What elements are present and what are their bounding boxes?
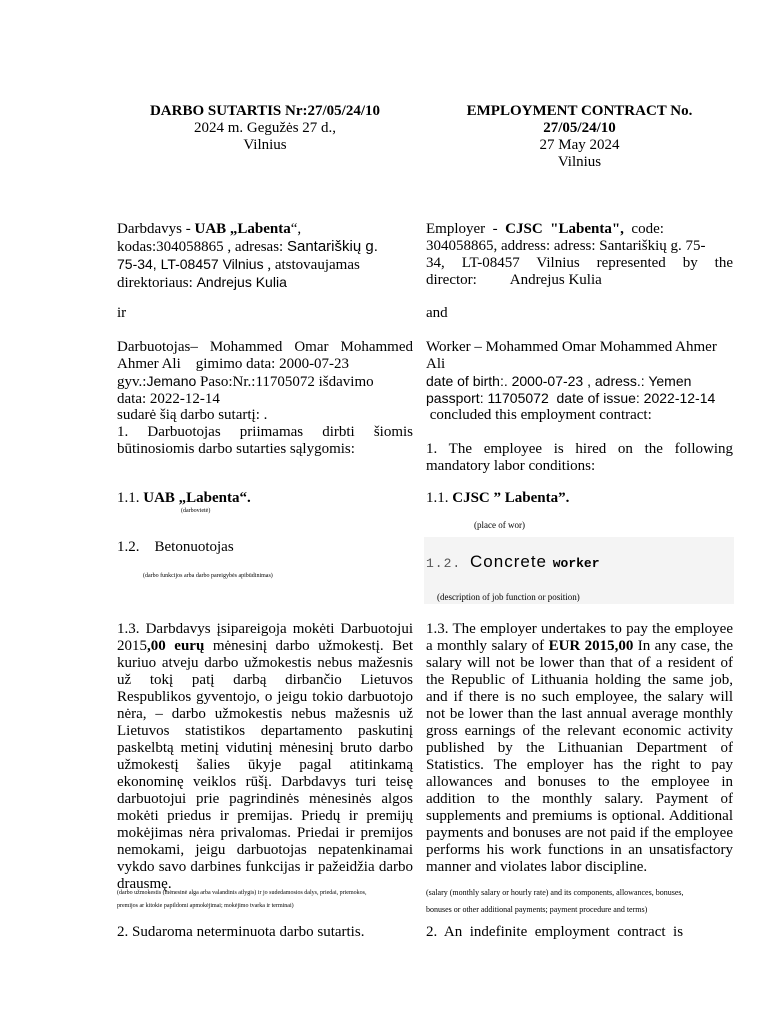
en-employer-block <box>426 221 733 289</box>
lt-item-1-3 <box>117 621 413 893</box>
en-item-1-1 <box>426 490 733 507</box>
lt-employer-name: UAB „Labenta <box>194 221 291 237</box>
lt-item-1: 1. Darbuotojas priimamas dirbti šiomis būtinosiomis darbo sutarties sąlygomis: <box>117 424 413 457</box>
lt-item-1-3-note1: (darbo užmokestis (mėnesinė alga arba valandinis atlygis) ir jo sudedamosios dalys, priedai, priemokos, <box>117 890 367 896</box>
en-item-1-2-text: Concrete <box>470 552 553 571</box>
lt-item-1-3-text-a: 1.3. Darbdavys įsipareigoja mokėti Darbuotojui 2015 <box>117 621 413 654</box>
lt-item-1-2-note: (darbo funkcijos arba darbo pareigybės apibūdinimas) <box>143 573 273 579</box>
en-item-1-3-amount: EUR 2015,00 <box>548 638 634 654</box>
en-item-1-3-note2: bonuses or other additional payments; payment procedure and terms) <box>426 905 648 914</box>
lt-employer-line1 <box>117 221 413 238</box>
en-item-1-2-num: 1.2. <box>426 556 471 571</box>
en-title-2: 27/05/24/10 <box>543 120 616 136</box>
lt-item-1-3-note2: premijos ar kitokie papildomi apmokėjimai; mokėjimo tvarka ir terminai) <box>117 903 294 909</box>
en-employer-line3: 34, LT-08457 Vilnius represented by the <box>426 255 733 271</box>
lt-worker-line2: Ahmer Ali gimimo data: 2000-07-23 <box>117 356 350 372</box>
en-item-1-1-note: (place of wor) <box>474 520 525 530</box>
en-item-1: 1. The employee is hired on the following mandatory labor conditions: <box>426 441 733 474</box>
lt-item-1-3-text-b: mėnesinį darbo užmokestį. Bet kuriuo atveju darbo užmokestis nebus mažesnis už tokį patį darbą dirbančio Lietuvos Respublikos gyventojo, o jeigu tokio darbuotojo nėra, – darbo užmokestis nebus mažesnis už Lietuvos statistikos departamento paskutinį paskelbtą metinį vidutinį mėnesinį bruto darbo užmokestį šalies ūkyje pagal atitinkamą ekonominę veiklos rūšį. Darbdavys turi teisę darbuotojui prie pagrindinės mėnesinės algos mokėti priedus ir premijas. Priedų ir premijų mokėjimas nėra privalomas. Priedai ir premijos nemokami, jeigu darbuotojas nepatenkinamai vykdo savo darbines funkcijas ir pažeidžia darbo drausmę. <box>117 638 414 892</box>
lt-item-2: 2. Sudaroma neterminuota darbo sutartis. <box>117 924 365 940</box>
lt-worker-line1: Darbuotojas– Mohammed Omar Mohammed <box>117 339 413 355</box>
lt-employer-line3 <box>117 256 413 274</box>
lt-employer-director: Andrejus Kulia <box>196 274 287 290</box>
lt-item-1-1-note: (darbovietė) <box>181 508 211 514</box>
lt-header <box>117 103 413 154</box>
en-employer-name: CJSC "Labenta", <box>505 221 624 237</box>
lt-employer-line2 <box>117 238 413 256</box>
en-title-1: EMPLOYMENT CONTRACT No. <box>466 103 693 119</box>
lt-worker-line4: data: 2022-12-14 <box>117 391 220 407</box>
lt-worker-country: Jemano <box>146 373 197 389</box>
en-worker-line5: concluded this employment contract: <box>426 407 652 423</box>
en-date: 27 May 2024 <box>539 137 620 153</box>
lt-worker-line3 <box>117 373 413 391</box>
en-worker-line2: Ali <box>426 356 446 372</box>
en-item-1-3 <box>426 621 733 876</box>
en-item-2: 2. An indefinite employment contract is <box>426 924 684 940</box>
en-item-1-3-note1: (salary (monthly salary or hourly rate) and its components, allowances, bonuses, <box>426 888 684 897</box>
lt-item-1-2: 1.2. Betonuotojas <box>117 539 234 555</box>
en-worker-line1: Worker – Mohammed Omar Mohammed Ahmer <box>426 339 717 355</box>
en-item-1-2 <box>426 552 600 573</box>
en-employer-line2: 304058865, address: adress: Santariškių g. 75- <box>426 238 706 254</box>
en-header <box>426 103 733 171</box>
lt-worker-passport: Paso:Nr.:11705072 išdavimo <box>196 374 374 390</box>
en-city: Vilnius <box>557 154 602 170</box>
lt-city: Vilnius <box>243 137 287 153</box>
lt-ir: ir <box>117 305 127 321</box>
en-item-1-3-text-a: 1.3. The employer undertakes to pay the employee a monthly salary of <box>426 621 733 654</box>
lt-employer-prefix: Darbdavys - <box>117 221 195 237</box>
lt-item-1-1 <box>117 490 413 507</box>
lt-employer-director-label: direktoriaus: <box>117 275 197 291</box>
en-item-1-2-note: (description of job function or position) <box>437 592 580 602</box>
lt-item-1-1-num: 1.1. <box>117 490 144 506</box>
lt-concluded: sudarė šią darbo sutartį: . <box>117 407 268 423</box>
en-item-1-3-text-b: In any case, the salary will not be lower than that of a resident of the Republic of Lithuania holding the same job, and if there is no such employee, the salary will not be lower than the last annual average monthly gross earnings of the relevant economic activity published by the Lithuanian Department of Statistics. The employer has the right to pay allowances and bonuses to the employee in addition to the monthly salary. Payment of supplements and premiums is optional. Additional payments and bonuses are not paid if the employee performs his work functions in an unsatisfactory manner and violates labor discipline. <box>426 638 734 875</box>
en-item-1-1-num: 1.1. <box>426 490 453 506</box>
lt-employer-rest1: “, <box>290 221 302 237</box>
en-employer-code: code: <box>623 221 664 237</box>
lt-employer-street: Santariškių g. <box>286 238 378 255</box>
en-worker-line4: passport: 11705072 date of issue: 2022-12-14 <box>426 390 716 406</box>
lt-title: DARBO SUTARTIS Nr:27/05/24/10 <box>149 103 381 119</box>
en-employer-line4: director: Andrejus Kulia <box>426 272 602 288</box>
lt-worker-block <box>117 339 413 408</box>
en-item-1-2-bold: worker <box>552 556 600 571</box>
lt-worker-gyv: gyv.: <box>117 374 147 390</box>
lt-employer-block <box>117 221 413 292</box>
en-employer-line1 <box>426 221 733 238</box>
en-and: and <box>426 305 448 321</box>
en-item-1-1-name: CJSC ” Labenta”. <box>452 490 570 506</box>
lt-employer-represented: , atstovaujamas <box>263 257 360 273</box>
en-worker-block <box>426 339 733 424</box>
en-employer-prefix: Employer - <box>426 221 506 237</box>
en-worker-line3: date of birth:. 2000-07-23 , adress.: Yemen <box>426 373 692 389</box>
lt-item-1-3-amount: ,00 eurų <box>147 638 205 654</box>
lt-employer-address: 75-34, LT-08457 Vilnius <box>117 256 264 272</box>
lt-date: 2024 m. Gegužės 27 d., <box>193 120 337 136</box>
lt-item-1-1-name: UAB „Labenta“. <box>143 490 251 506</box>
lt-employer-line4 <box>117 274 413 292</box>
lt-employer-code: kodas:304058865 , adresas: <box>117 239 287 255</box>
